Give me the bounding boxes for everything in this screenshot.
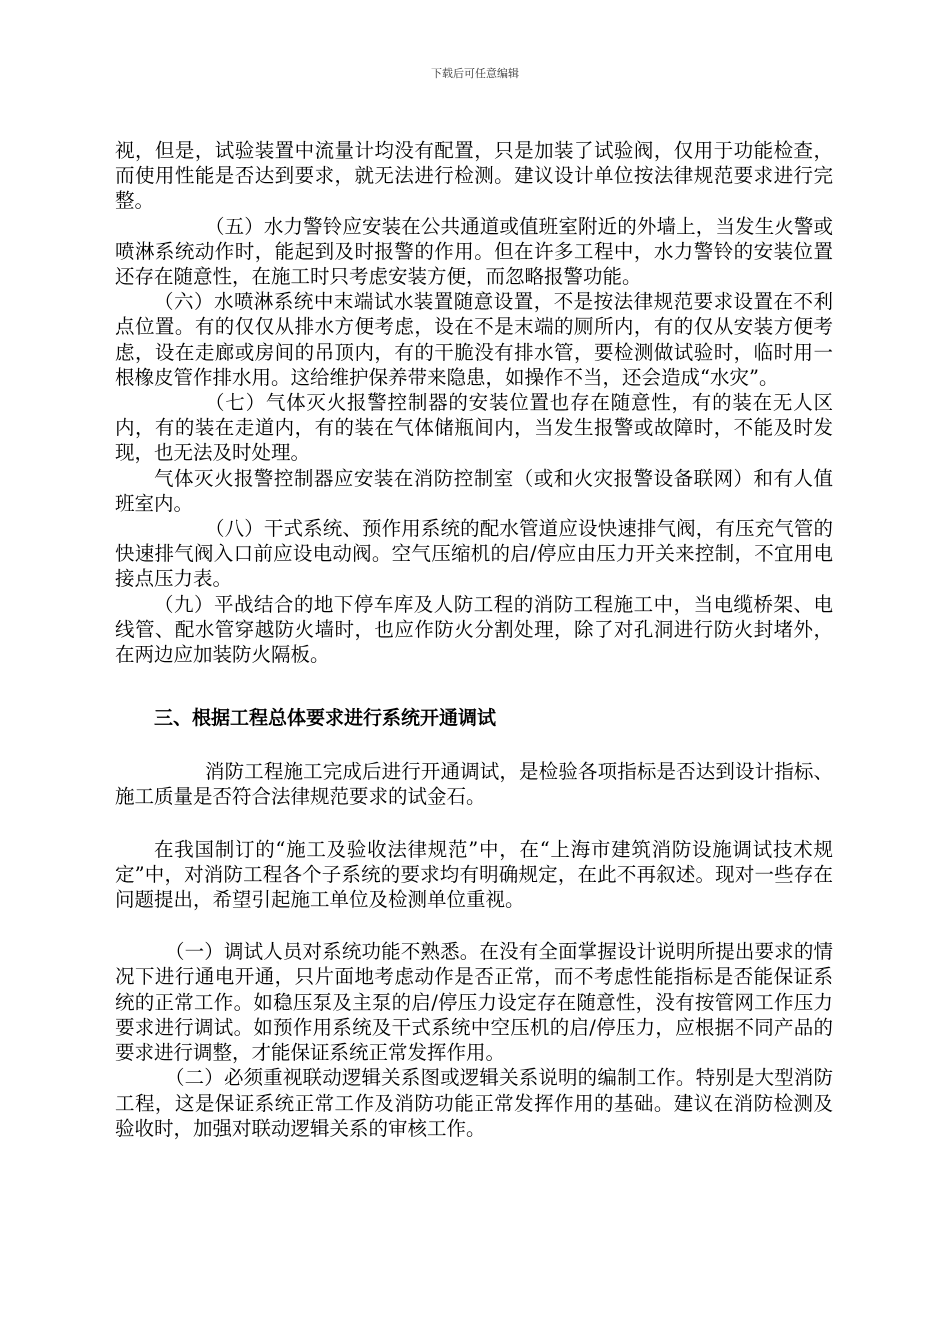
section-heading-3: 三、根据工程总体要求进行系统开通调试 <box>154 707 497 730</box>
paragraph-item-6: （六）水喷淋系统中末端试水装置随意设置，不是按法律规范要求设置在不利点位置。有的仅仅从排水方便考虑，设在不是末端的厕所内，有的仅从安装方便考虑，设在走廊或房间的吊顶内，有的干脆没有排水管，要检测做试验时，临时用一根橡皮管作排水用。这给维护保养带来隐患，如操作不当，还会造成“水灾”。 <box>115 290 833 389</box>
paragraph-item-5: （五）水力警铃应安装在公共通道或值班室附近的外墙上，当发生火警或喷淋系统动作时，能起到及时报警的作用。但在许多工程中，水力警铃的安装位置还存在随意性，在施工时只考虑安装方便，而忽略报警功能。 <box>115 214 833 289</box>
paragraph-continuation: 视，但是，试验装置中流量计均没有配置，只是加装了试验阀，仅用于功能检查，而使用性能是否达到要求，就无法进行检测。建议设计单位按法律规范要求进行完整。 <box>115 139 833 213</box>
paragraph-item-9: （九）平战结合的地下停车库及人防工程的消防工程施工中，当电缆桥架、电线管、配水管穿越防火墙时，也应作防火分割处理，除了对孔洞进行防火封堵外，在两边应加装防火隔板。 <box>115 592 833 667</box>
paragraph-item-1: （一）调试人员对系统功能不熟悉。在没有全面掌握设计说明所提出要求的情况下进行通电开通，只片面地考虑动作是否正常，而不考虑性能指标是否能保证系统的正常工作。如稳压泵及主泵的启/停压力设定存在随意性，没有按管网工作压力要求进行调试。如预作用系统及干式系统中空压机的启/停压力，应根据不同产品的要求进行调整，才能保证系统正常发挥作用。 <box>115 940 833 1065</box>
page-header-note: 下载后可任意编辑 <box>431 67 519 80</box>
paragraph-controller-location: 气体灭火报警控制器应安装在消防控制室（或和火灾报警设备联网）和有人值班室内。 <box>115 466 833 515</box>
paragraph-item-8: （八）干式系统、预作用系统的配水管道应设快速排气阀，有压充气管的快速排气阀入口前应设电动阀。空气压缩机的启/停应由压力开关来控制，不宜用电接点压力表。 <box>115 517 833 591</box>
paragraph-item-7: （七）气体灭火报警控制器的安装位置也存在随意性，有的装在无人区内，有的装在走道内，有的装在气体储瓶间内，当发生报警或故障时，不能及时发现，也无法及时处理。 <box>115 391 833 465</box>
document-body <box>115 138 833 1141</box>
paragraph-commissioning-intro: 消防工程施工完成后进行开通调试，是检验各项指标是否达到设计指标、施工质量是否符合法律规范要求的试金石。 <box>115 760 833 809</box>
paragraph-item-2: （二）必须重视联动逻辑关系图或逻辑关系说明的编制工作。特别是大型消防工程，这是保证系统正常工作及消防功能正常发挥作用的基础。建议在消防检测及验收时，加强对联动逻辑关系的审核工作。 <box>115 1066 833 1140</box>
paragraph-regulations: 在我国制订的“施工及验收法律规范”中，在“上海市建筑消防设施调试技术规定”中，对消防工程各个子系统的要求均有明确规定，在此不再叙述。现对一些存在问题提出，希望引起施工单位及检测单位重视。 <box>115 837 833 912</box>
